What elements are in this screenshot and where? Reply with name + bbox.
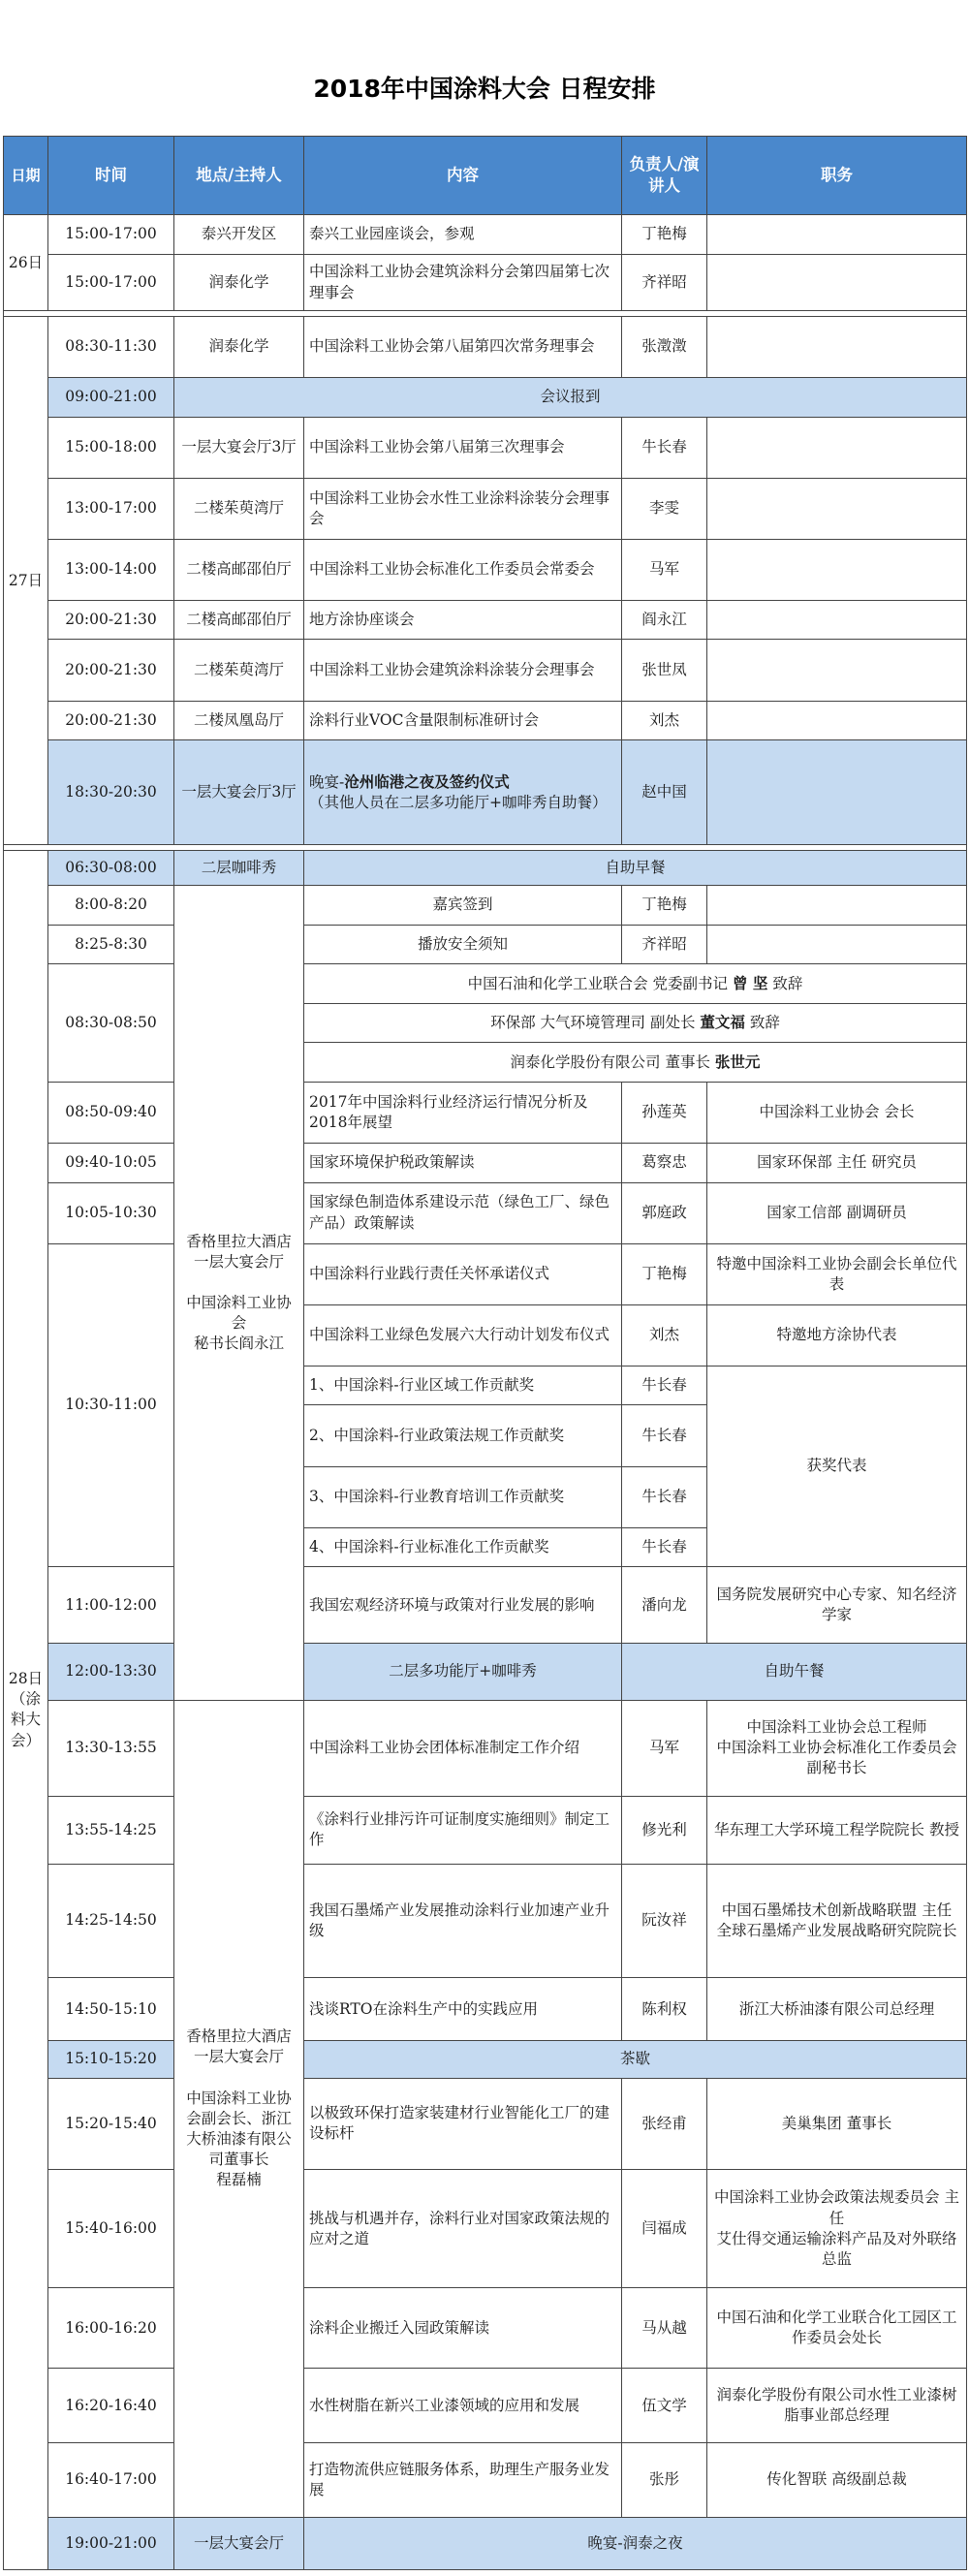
header-row <box>4 137 967 215</box>
time-cell: 8:00-8:20 <box>48 886 174 926</box>
table-row <box>4 1082 967 1143</box>
table-row <box>4 417 967 478</box>
table-row <box>4 2170 967 2288</box>
content-cell: 播放安全须知 <box>304 925 622 964</box>
time-cell: 09:00-21:00 <box>48 378 174 418</box>
table-row <box>4 215 967 255</box>
venue-cell: 润泰化学 <box>174 254 304 311</box>
header-date: 日期 <box>4 137 48 215</box>
position-cell: 中国涂料工业协会政策法规委员会 主任 艾仕得交通运输涂料产品及对外联络总监 <box>707 2170 967 2288</box>
time-cell: 08:50-09:40 <box>48 1082 174 1143</box>
table-row <box>4 2369 967 2443</box>
time-cell: 15:20-15:40 <box>48 2078 174 2170</box>
venue-cell: 一层大宴会厅3厅 <box>174 417 304 478</box>
time-cell: 13:55-14:25 <box>48 1796 174 1864</box>
speaker-cell: 牛长春 <box>622 1366 707 1405</box>
content-cell: 地方涂协座谈会 <box>304 600 622 640</box>
content-cell: 3、中国涂料-行业教育培训工作贡献奖 <box>304 1466 622 1527</box>
time-cell: 13:00-17:00 <box>48 478 174 539</box>
time-cell: 18:30-20:30 <box>48 740 174 845</box>
speaker-cell: 阎永江 <box>622 600 707 640</box>
content-cell: 中国涂料行业践行责任关怀承诺仪式 <box>304 1243 622 1304</box>
speaker-cell: 张经甫 <box>622 2078 707 2170</box>
speaker-cell: 马军 <box>622 539 707 600</box>
table-row <box>4 1182 967 1243</box>
time-cell: 20:00-21:30 <box>48 640 174 701</box>
speaker-cell: 郭庭政 <box>622 1182 707 1243</box>
speaker-cell: 孙莲英 <box>622 1082 707 1143</box>
venue-cell: 二楼高邮邵伯厅 <box>174 600 304 640</box>
time-cell: 8:25-8:30 <box>48 925 174 964</box>
table-row <box>4 2041 967 2078</box>
date-cell-26: 26日 <box>4 215 48 311</box>
table-row <box>4 2078 967 2170</box>
speaker-cell: 阮汝祥 <box>622 1864 707 1977</box>
table-row <box>4 850 967 885</box>
venue-cell: 一层大宴会厅3厅 <box>174 740 304 845</box>
position-cell: 中国涂料工业协会 会长 <box>707 1082 967 1143</box>
awards-position-cell: 获奖代表 <box>707 1366 967 1566</box>
time-cell: 15:00-17:00 <box>48 215 174 255</box>
opening-text: 中国石油和化学工业联合会 党委副书记 <box>467 974 729 992</box>
page-title: 2018年中国涂料大会 日程安排 <box>313 75 656 103</box>
content-cell: 泰兴工业园座谈会，参观 <box>304 215 622 255</box>
position-cell: 国务院发展研究中心专家、知名经济学家 <box>707 1567 967 1644</box>
table-row <box>4 640 967 701</box>
speaker-cell: 潘向龙 <box>622 1567 707 1644</box>
tea-break-cell: 茶歇 <box>304 2041 967 2078</box>
speaker-cell: 马从越 <box>622 2287 707 2368</box>
table-row <box>4 2442 967 2517</box>
position-cell: 华东理工大学环境工程学院院长 教授 <box>707 1796 967 1864</box>
position-cell <box>707 215 967 255</box>
opening-name: 张世元 <box>714 1052 761 1072</box>
registration-cell: 会议报到 <box>174 378 967 418</box>
time-cell: 14:50-15:10 <box>48 1977 174 2040</box>
content-cell: 2017年中国涂料行业经济运行情况分析及2018年展望 <box>304 1082 622 1143</box>
venue-cell: 一层大宴会厅 <box>174 2517 304 2569</box>
position-cell <box>707 600 967 640</box>
opening-line <box>304 1003 967 1043</box>
header-position: 职务 <box>707 137 967 215</box>
content-cell: 嘉宾签到 <box>304 886 622 926</box>
header-content: 内容 <box>304 137 622 215</box>
position-cell: 润泰化学股份有限公司水性工业漆树脂事业部总经理 <box>707 2369 967 2443</box>
time-cell: 08:30-08:50 <box>48 964 174 1083</box>
position-cell <box>707 925 967 964</box>
position-cell: 浙江大桥油漆有限公司总经理 <box>707 1977 967 2040</box>
speaker-cell: 张世凤 <box>622 640 707 701</box>
table-row <box>4 600 967 640</box>
opening-tail: 致辞 <box>749 1014 780 1032</box>
position-cell <box>707 254 967 311</box>
banquet-note: （其他人员在二层多功能厅+咖啡秀自助餐） <box>309 794 608 812</box>
time-cell: 20:00-21:30 <box>48 701 174 740</box>
content-cell: 中国涂料工业协会团体标准制定工作介绍 <box>304 1700 622 1796</box>
table-row <box>4 1243 967 1304</box>
table-row <box>4 1700 967 1796</box>
content-cell: 《涂料行业排污许可证制度实施细则》制定工作 <box>304 1796 622 1864</box>
speaker-cell: 丁艳梅 <box>622 215 707 255</box>
date-cell-28: 28日（涂料大会） <box>4 850 48 2569</box>
dinner-cell: 晚宴-润泰之夜 <box>304 2517 967 2569</box>
speaker-cell: 齐祥昭 <box>622 925 707 964</box>
table-row <box>4 1796 967 1864</box>
position-cell <box>707 316 967 377</box>
opening-name: 董文福 <box>700 1013 745 1032</box>
content-cell: 涂料行业VOC含量限制标准研讨会 <box>304 701 622 740</box>
time-cell: 13:30-13:55 <box>48 1700 174 1796</box>
table-row <box>4 701 967 740</box>
table-row <box>4 2287 967 2368</box>
time-cell: 16:40-17:00 <box>48 2442 174 2517</box>
content-cell: 浅谈RTO在涂料生产中的实践应用 <box>304 1977 622 2040</box>
position-cell: 国家工信部 副调研员 <box>707 1182 967 1243</box>
opening-line <box>304 1043 967 1083</box>
venue-cell: 二楼茱萸湾厅 <box>174 640 304 701</box>
banquet-prefix: 晚宴- <box>309 773 345 792</box>
time-cell: 13:00-14:00 <box>48 539 174 600</box>
position-cell <box>707 417 967 478</box>
content-cell: 以极致环保打造家装建材行业智能化工厂的建设标杆 <box>304 2078 622 2170</box>
position-cell <box>707 740 967 845</box>
opening-line <box>304 964 967 1004</box>
table-row <box>4 1644 967 1701</box>
morning-venue-cell: 香格里拉大酒店 一层大宴会厅 中国涂料工业协会 秘书长阎永江 <box>174 886 304 1701</box>
speaker-cell: 齐祥昭 <box>622 254 707 311</box>
time-cell: 15:00-18:00 <box>48 417 174 478</box>
speaker-cell: 张澂澂 <box>622 316 707 377</box>
table-row <box>4 254 967 311</box>
speaker-cell: 修光利 <box>622 1796 707 1864</box>
speaker-cell: 赵中国 <box>622 740 707 845</box>
time-cell: 12:00-13:30 <box>48 1644 174 1701</box>
banquet-title: 沧州临港之夜及签约仪式 <box>344 772 510 792</box>
content-cell: 中国涂料工业协会标准化工作委员会常委会 <box>304 539 622 600</box>
time-cell: 16:00-16:20 <box>48 2287 174 2368</box>
content-cell: 2、中国涂料-行业政策法规工作贡献奖 <box>304 1405 622 1466</box>
content-cell: 国家绿色制造体系建设示范（绿色工厂、绿色产品）政策解读 <box>304 1182 622 1243</box>
position-cell: 传化智联 高级副总裁 <box>707 2442 967 2517</box>
venue-cell: 二楼凤凰岛厅 <box>174 701 304 740</box>
time-cell: 19:00-21:00 <box>48 2517 174 2569</box>
speaker-cell: 李雯 <box>622 478 707 539</box>
position-cell <box>707 701 967 740</box>
content-cell: 中国涂料工业协会建筑涂料分会第四届第七次理事会 <box>304 254 622 311</box>
afternoon-venue-cell: 香格里拉大酒店 一层大宴会厅 中国涂料工业协会副会长、浙江大桥油漆有限公司董事长 程磊楠 <box>174 1700 304 2517</box>
content-cell: 中国涂料工业绿色发展六大行动计划发布仪式 <box>304 1304 622 1366</box>
content-cell: 中国涂料工业协会第八届第三次理事会 <box>304 417 622 478</box>
table-row <box>4 886 967 926</box>
position-cell: 美巢集团 董事长 <box>707 2078 967 2170</box>
speaker-cell: 牛长春 <box>622 1466 707 1527</box>
position-cell: 中国石油和化学工业联合化工园区工作委员会处长 <box>707 2287 967 2368</box>
lunch-cell: 自助午餐 <box>622 1644 967 1701</box>
table-row <box>4 1567 967 1644</box>
venue-cell: 二楼茱萸湾厅 <box>174 478 304 539</box>
speaker-cell: 刘杰 <box>622 701 707 740</box>
speaker-cell: 张彤 <box>622 2442 707 2517</box>
content-cell: 4、中国涂料-行业标准化工作贡献奖 <box>304 1527 622 1567</box>
table-row <box>4 964 967 1004</box>
time-cell: 08:30-11:30 <box>48 316 174 377</box>
content-cell: 中国涂料工业协会第八届第四次常务理事会 <box>304 316 622 377</box>
content-cell: 打造物流供应链服务体系，助理生产服务业发展 <box>304 2442 622 2517</box>
opening-tail: 致辞 <box>772 974 803 992</box>
table-row <box>4 1143 967 1182</box>
venue-cell: 二层咖啡秀 <box>174 850 304 885</box>
speaker-cell: 丁艳梅 <box>622 1243 707 1304</box>
schedule-table <box>3 136 967 2570</box>
position-cell <box>707 886 967 926</box>
position-cell: 国家环保部 主任 研究员 <box>707 1143 967 1182</box>
table-row <box>4 1977 967 2040</box>
position-cell: 中国涂料工业协会总工程师 中国涂料工业协会标准化工作委员会副秘书长 <box>707 1700 967 1796</box>
speaker-cell: 闫福成 <box>622 2170 707 2288</box>
position-cell <box>707 478 967 539</box>
position-cell: 特邀中国涂料工业协会副会长单位代表 <box>707 1243 967 1304</box>
speaker-cell: 丁艳梅 <box>622 886 707 926</box>
time-cell: 20:00-21:30 <box>48 600 174 640</box>
content-cell: 1、中国涂料-行业区域工作贡献奖 <box>304 1366 622 1405</box>
time-cell: 06:30-08:00 <box>48 850 174 885</box>
table-row <box>4 1864 967 1977</box>
speaker-cell: 牛长春 <box>622 417 707 478</box>
speaker-cell: 伍文学 <box>622 2369 707 2443</box>
time-cell: 15:10-15:20 <box>48 2041 174 2078</box>
content-cell: 挑战与机遇并存，涂料行业对国家政策法规的应对之道 <box>304 2170 622 2288</box>
time-cell: 10:05-10:30 <box>48 1182 174 1243</box>
venue-cell: 二楼高邮邵伯厅 <box>174 539 304 600</box>
position-cell <box>707 640 967 701</box>
table-row <box>4 478 967 539</box>
opening-text: 环保部 大气环境管理司 副处长 <box>490 1014 696 1032</box>
content-cell: 国家环境保护税政策解读 <box>304 1143 622 1182</box>
table-row <box>4 378 967 418</box>
content-cell: 涂料企业搬迁入园政策解读 <box>304 2287 622 2368</box>
banquet-content-cell <box>304 740 622 845</box>
venue-cell: 泰兴开发区 <box>174 215 304 255</box>
speaker-cell: 陈利权 <box>622 1977 707 2040</box>
opening-name: 曾 坚 <box>733 973 768 992</box>
time-cell: 15:40-16:00 <box>48 2170 174 2288</box>
content-cell: 我国石墨烯产业发展推动涂料行业加速产业升级 <box>304 1864 622 1977</box>
time-cell: 14:25-14:50 <box>48 1864 174 1977</box>
time-cell: 09:40-10:05 <box>48 1143 174 1182</box>
header-venue: 地点/主持人 <box>174 137 304 215</box>
breakfast-cell: 自助早餐 <box>304 850 967 885</box>
speaker-cell: 葛察忠 <box>622 1143 707 1182</box>
content-cell: 中国涂料工业协会建筑涂料涂装分会理事会 <box>304 640 622 701</box>
position-cell: 特邀地方涂协代表 <box>707 1304 967 1366</box>
content-cell: 中国涂料工业协会水性工业涂料涂装分会理事会 <box>304 478 622 539</box>
content-cell: 水性树脂在新兴工业漆领域的应用和发展 <box>304 2369 622 2443</box>
speaker-cell: 刘杰 <box>622 1304 707 1366</box>
table-row <box>4 2517 967 2569</box>
venue-cell: 润泰化学 <box>174 316 304 377</box>
time-cell: 10:30-11:00 <box>48 1243 174 1567</box>
table-row <box>4 316 967 377</box>
position-cell: 中国石墨烯技术创新战略联盟 主任 全球石墨烯产业发展战略研究院院长 <box>707 1864 967 1977</box>
header-speaker: 负责人/演讲人 <box>622 137 707 215</box>
time-cell: 15:00-17:00 <box>48 254 174 311</box>
table-row <box>4 925 967 964</box>
speaker-cell: 牛长春 <box>622 1405 707 1466</box>
time-cell: 16:20-16:40 <box>48 2369 174 2443</box>
venue-cell: 二层多功能厅+咖啡秀 <box>304 1644 622 1701</box>
date-cell-27: 27日 <box>4 316 48 844</box>
speaker-cell: 马军 <box>622 1700 707 1796</box>
content-cell: 我国宏观经济环境与政策对行业发展的影响 <box>304 1567 622 1644</box>
time-cell: 11:00-12:00 <box>48 1567 174 1644</box>
speaker-cell: 牛长春 <box>622 1527 707 1567</box>
table-row <box>4 539 967 600</box>
table-row <box>4 740 967 845</box>
opening-text: 润泰化学股份有限公司 董事长 <box>510 1053 710 1072</box>
position-cell <box>707 539 967 600</box>
header-time: 时间 <box>48 137 174 215</box>
